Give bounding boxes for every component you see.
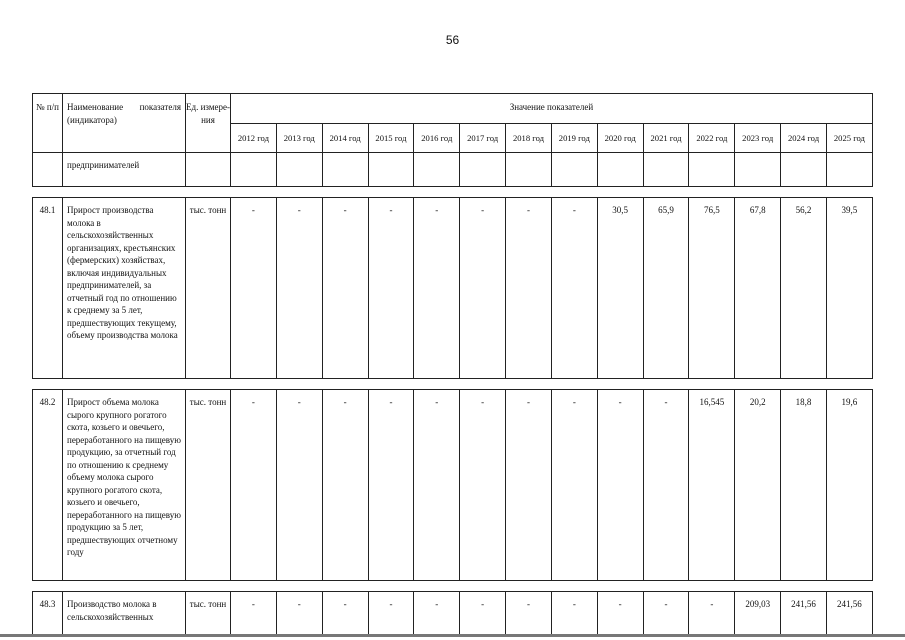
header-indicator-name: Наименование показателя (индикатора) (63, 94, 186, 153)
indicator-name: Производство молока в сельскохозяйственных (63, 592, 186, 637)
indicator-name: Прирост производства молока в сельскохозяйственных организациях, крестьянских (фермерских) хозяйствах, включая индивидуальных предпринимателей, за отчетный год по отношению к среднему за 5 лет, предшествующих текущему, объему производства молока (63, 198, 186, 379)
cell-empty (33, 153, 63, 187)
value-cell: 20,2 (735, 390, 781, 581)
value-cell: - (276, 198, 322, 379)
header-year: 2023 год (735, 124, 781, 153)
value-cell: - (551, 592, 597, 637)
value-cell: - (551, 390, 597, 581)
value-cell: - (368, 198, 414, 379)
row-number: 48.3 (33, 592, 63, 637)
table-row (33, 390, 873, 581)
cell-empty (322, 153, 368, 187)
cell-empty (781, 153, 827, 187)
cell-empty (186, 153, 231, 187)
cell-empty (826, 153, 872, 187)
header-year: 2020 год (597, 124, 643, 153)
value-cell: - (506, 592, 552, 637)
cell-empty (597, 153, 643, 187)
value-cell: - (506, 390, 552, 581)
value-cell: - (460, 390, 506, 581)
cell-empty (231, 153, 277, 187)
page-bottom-edge (0, 634, 905, 637)
header-year: 2018 год (506, 124, 552, 153)
indicators-table (32, 93, 873, 637)
header-year: 2025 год (826, 124, 872, 153)
unit: тыс. тонн (186, 592, 231, 637)
value-cell: - (231, 592, 277, 637)
header-row (33, 94, 873, 124)
value-cell: 65,9 (643, 198, 689, 379)
value-cell: - (276, 592, 322, 637)
header-year: 2017 год (460, 124, 506, 153)
value-cell: - (368, 592, 414, 637)
continuation-row (33, 153, 873, 187)
value-cell: - (322, 390, 368, 581)
value-cell: 18,8 (781, 390, 827, 581)
row-number: 48.1 (33, 198, 63, 379)
unit: тыс. тонн (186, 198, 231, 379)
value-cell: - (276, 390, 322, 581)
value-cell: 19,6 (826, 390, 872, 581)
row-number: 48.2 (33, 390, 63, 581)
value-cell: - (368, 390, 414, 581)
spacer-row (33, 379, 873, 390)
header-year: 2016 год (414, 124, 460, 153)
value-cell: - (322, 592, 368, 637)
header-year: 2012 год (231, 124, 277, 153)
value-cell: - (643, 592, 689, 637)
header-year: 2019 год (551, 124, 597, 153)
spacer-row (33, 581, 873, 592)
value-cell: - (231, 198, 277, 379)
value-cell: - (597, 390, 643, 581)
value-cell: 76,5 (689, 198, 735, 379)
value-cell: 241,56 (781, 592, 827, 637)
header-year: 2013 год (276, 124, 322, 153)
value-cell: 56,2 (781, 198, 827, 379)
indicator-name: Прирост объема молока сырого крупного рогатого скота, козьего и овечьего, переработанного на пищевую продукцию, за отчетный год по отношению к среднему объему молока сырого крупного рогатого скота, козьего и овечьего, переработанного на пищевую продукцию за 5 лет, предшествующих отчетному году (63, 390, 186, 581)
value-cell: - (322, 198, 368, 379)
unit: тыс. тонн (186, 390, 231, 581)
cell-empty (643, 153, 689, 187)
table-row (33, 592, 873, 637)
value-cell: - (689, 592, 735, 637)
value-cell: - (231, 390, 277, 581)
header-year: 2022 год (689, 124, 735, 153)
value-cell: - (414, 390, 460, 581)
cell-empty (506, 153, 552, 187)
value-cell: - (460, 198, 506, 379)
value-cell: - (551, 198, 597, 379)
value-cell: 30,5 (597, 198, 643, 379)
value-cell: - (414, 198, 460, 379)
value-cell: - (643, 390, 689, 581)
value-cell: 16,545 (689, 390, 735, 581)
value-cell: 241,56 (826, 592, 872, 637)
cell-empty (276, 153, 322, 187)
value-cell: 209,03 (735, 592, 781, 637)
header-year: 2015 год (368, 124, 414, 153)
cell-empty (368, 153, 414, 187)
header-year: 2021 год (643, 124, 689, 153)
value-cell: - (506, 198, 552, 379)
value-cell: 39,5 (826, 198, 872, 379)
cell-empty (735, 153, 781, 187)
header-year: 2014 год (322, 124, 368, 153)
header-unit: Ед. измере-ния (186, 94, 231, 153)
spacer-row (33, 187, 873, 198)
header-values-group: Значение показателей (231, 94, 873, 124)
value-cell: 67,8 (735, 198, 781, 379)
value-cell: - (460, 592, 506, 637)
header-year: 2024 год (781, 124, 827, 153)
value-cell: - (414, 592, 460, 637)
continuation-text: предпринимателей (63, 153, 186, 187)
header-num: № п/п (33, 94, 63, 153)
cell-empty (460, 153, 506, 187)
cell-empty (551, 153, 597, 187)
cell-empty (689, 153, 735, 187)
cell-empty (414, 153, 460, 187)
table-row (33, 198, 873, 379)
value-cell: - (597, 592, 643, 637)
page-number: 56 (445, 33, 460, 47)
